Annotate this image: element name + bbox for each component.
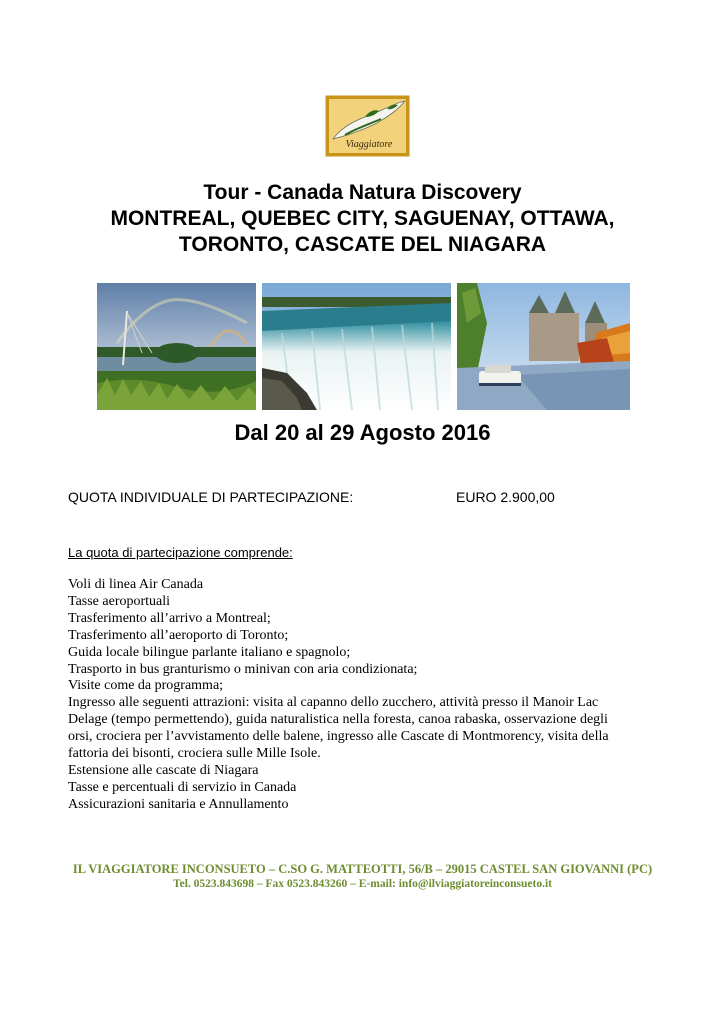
list-item: Tasse e percentuali di servizio in Canada <box>68 779 297 795</box>
list-item: Trasporto in bus granturismo o minivan con aria condizionata; <box>68 661 418 677</box>
list-item: orsi, crociera per l’avvistamento delle balene, ingresso alle Cascate di Montmorency, visita della <box>68 729 609 745</box>
list-item: Trasferimento all’arrivo a Montreal; <box>68 610 271 626</box>
photo-ottawa-canal <box>457 283 630 410</box>
list-item: Assicurazioni sanitaria e Annullamento <box>68 796 289 812</box>
list-item: Trasferimento all’aeroporto di Toronto; <box>68 627 289 643</box>
logo-graphic <box>325 95 410 157</box>
list-item: Visite come da programma; <box>68 678 224 694</box>
tour-cities-line2: TORONTO, CASCATE DEL NIAGARA <box>178 233 547 256</box>
list-item: Guida locale bilingue parlante italiano e spagnolo; <box>68 644 351 660</box>
list-item: Delage (tempo permettendo), guida naturalistica nella foresta, canoa rabaska, osservazione degli <box>68 712 608 728</box>
list-item: fattoria dei bisonti, crociera sulle Mille Isole. <box>68 746 321 762</box>
list-item: Ingresso alle seguenti attrazioni: visita al capanno dello zucchero, attività presso il Manoir Lac <box>68 695 599 711</box>
tour-dates: Dal 20 al 29 Agosto 2016 <box>234 420 491 445</box>
quota-price: EURO 2.900,00 <box>456 489 555 505</box>
photo-river-rainbow <box>97 283 256 410</box>
includes-heading: La quota di partecipazione comprende: <box>68 545 293 560</box>
includes-list <box>68 577 648 814</box>
tour-cities-line1: MONTREAL, QUEBEC CITY, SAGUENAY, OTTAWA, <box>110 207 615 230</box>
list-item: Tasse aeroportuali <box>68 593 171 609</box>
tour-title: Tour - Canada Natura Discovery <box>203 181 522 204</box>
photo-niagara-falls <box>262 283 451 410</box>
footer-contacts: Tel. 0523.843698 – Fax 0523.843260 – E-mail: info@ilviaggiatoreinconsueto.it <box>172 878 552 890</box>
list-item: Estensione alle cascate di Niagara <box>68 762 259 778</box>
list-item: Voli di linea Air Canada <box>68 577 204 592</box>
footer-address: IL VIAGGIATORE INCONSUETO – C.SO G. MATTEOTTI, 56/B – 29015 CASTEL SAN GIOVANNI (PC) <box>72 862 653 876</box>
logo-text: Viaggiatore <box>345 139 393 150</box>
company-logo <box>325 95 410 157</box>
quota-label: QUOTA INDIVIDUALE DI PARTECIPAZIONE: <box>68 489 354 505</box>
